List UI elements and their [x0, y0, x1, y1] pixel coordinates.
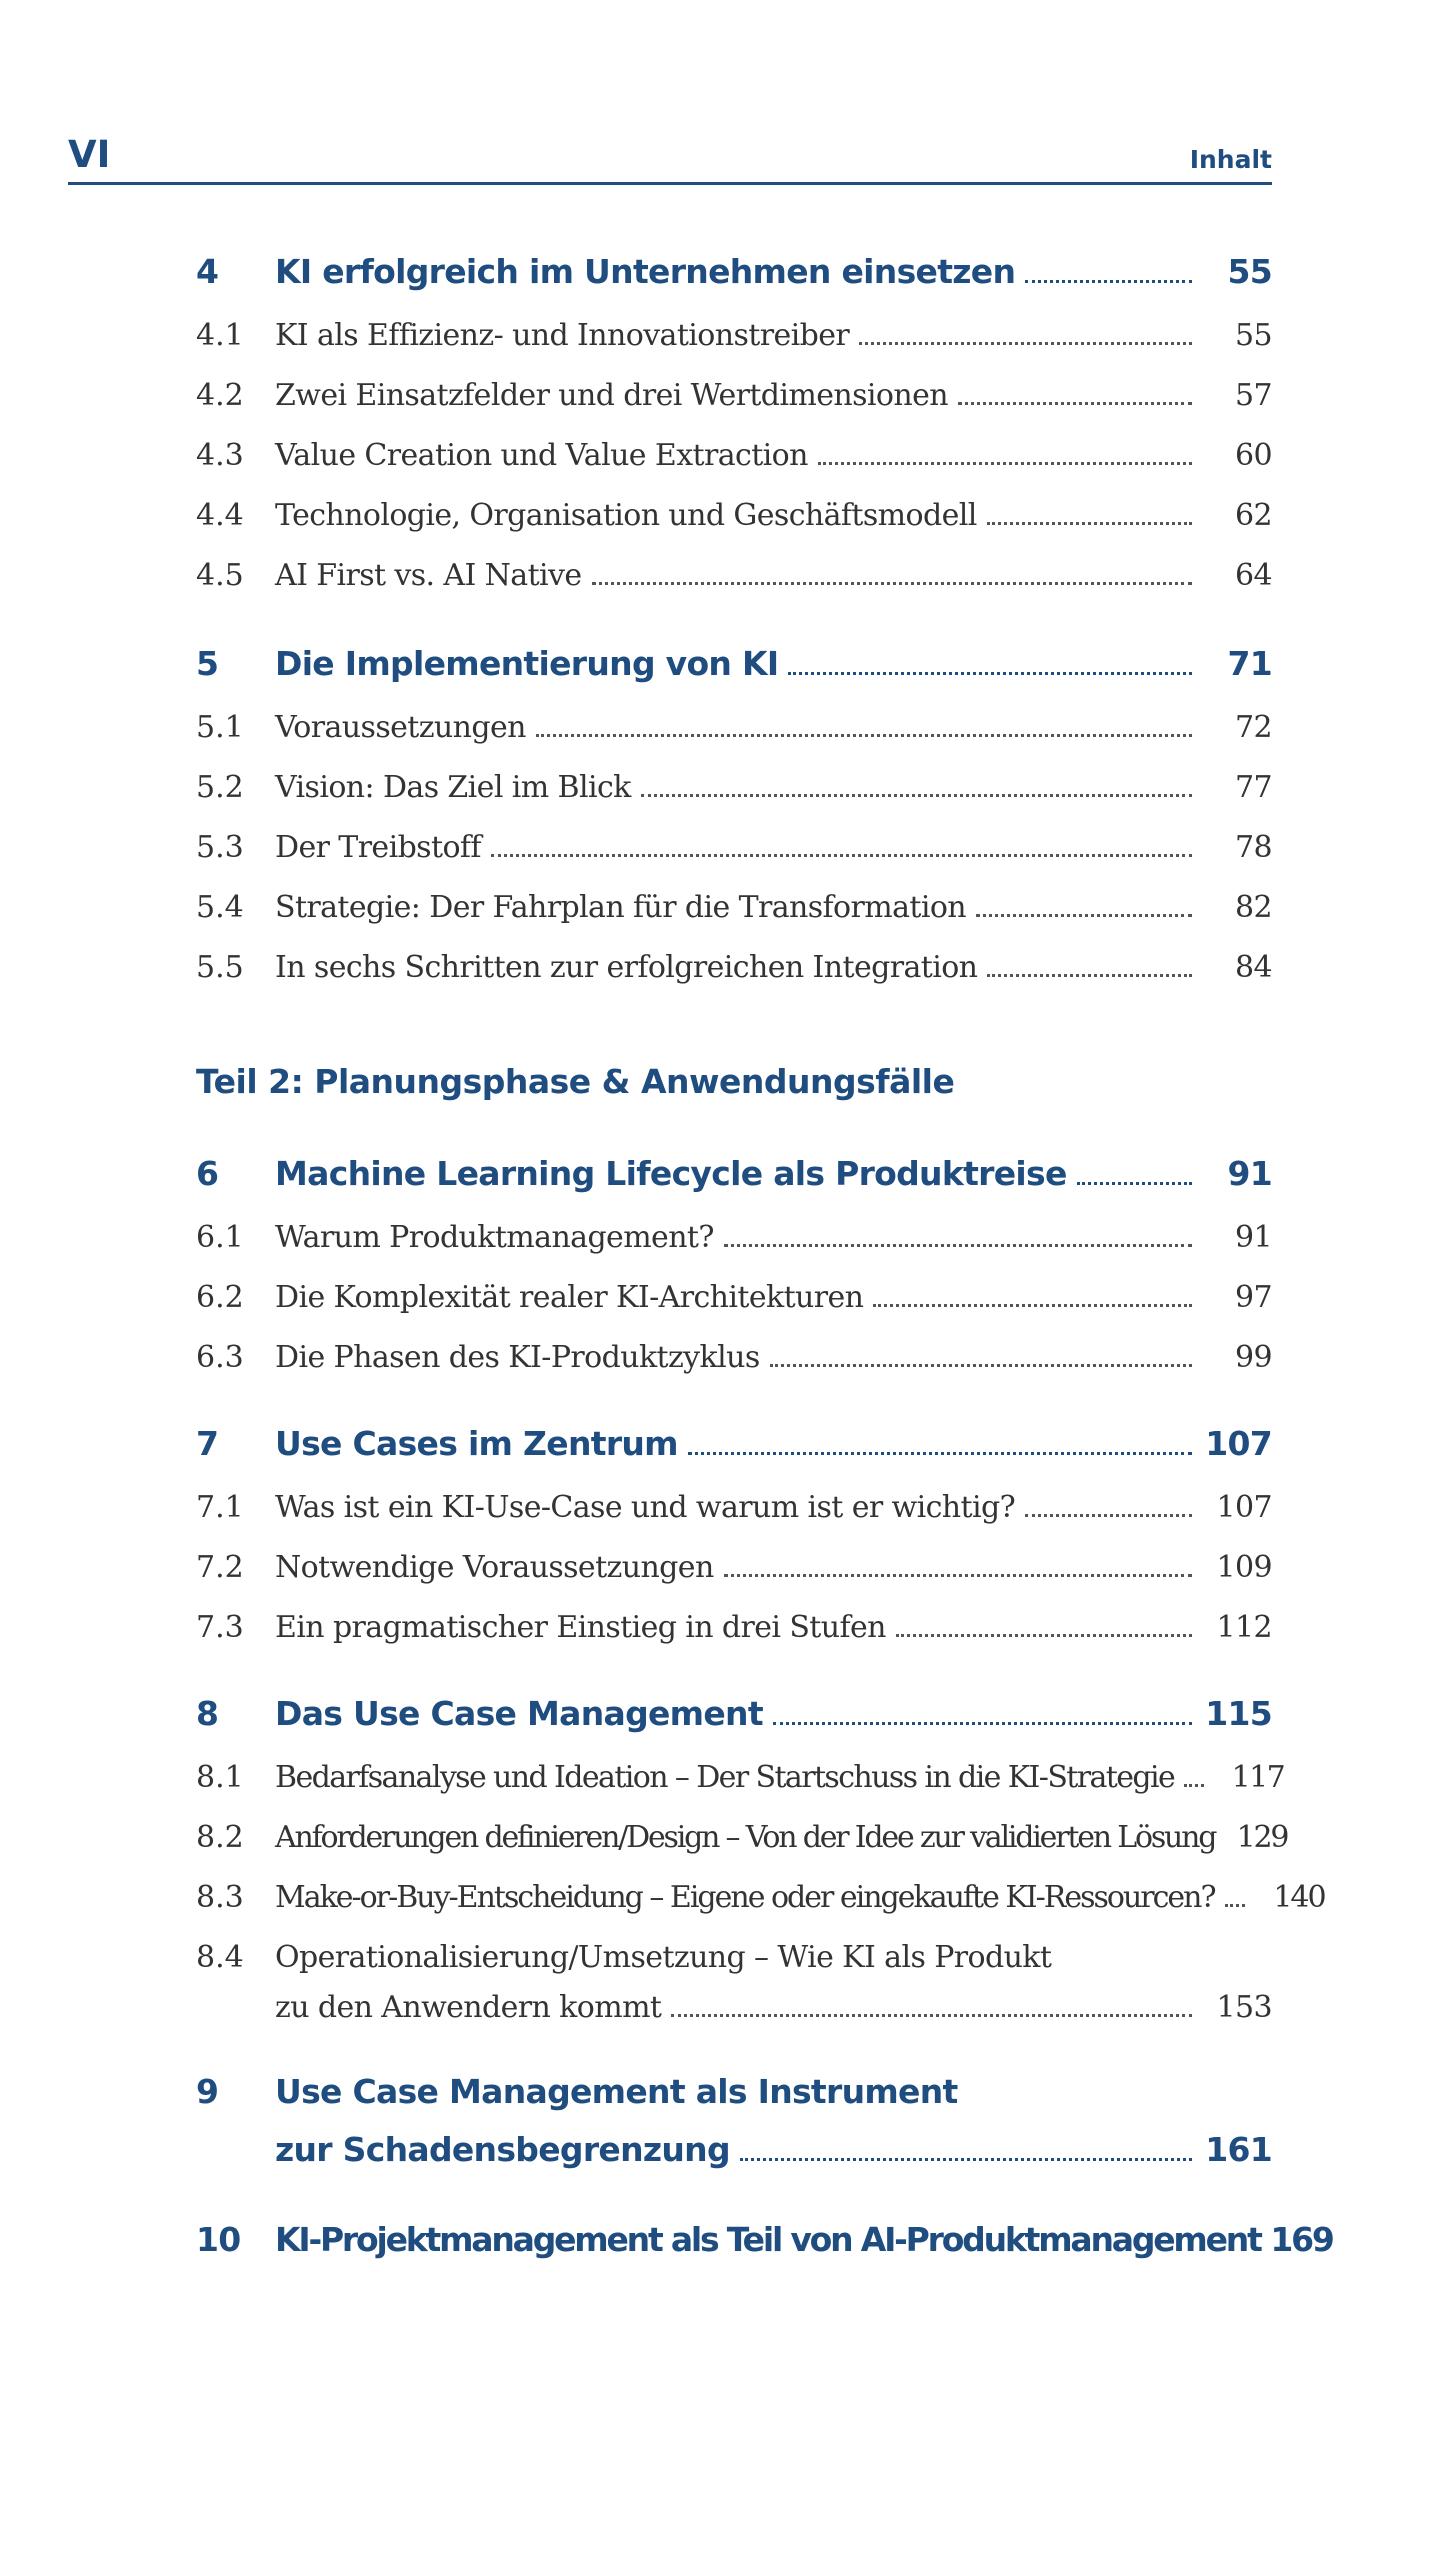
section-number: 5.2	[196, 770, 244, 805]
chapter-page: 107	[1205, 1424, 1272, 1463]
section-page: 117	[1231, 1760, 1285, 1795]
chapter-number: 4	[196, 252, 219, 291]
chapter-title: Das Use Case Management	[275, 1694, 763, 1733]
section-number: 5.4	[196, 890, 244, 925]
section-title: In sechs Schritten zur erfolgreichen Integration	[275, 950, 978, 985]
section-title: Strategie: Der Fahrplan für die Transformation	[275, 890, 967, 925]
dot-leader	[987, 952, 1192, 977]
section-title: Bedarfsanalyse und Ideation – Der Startschuss in die KI-Strategie	[275, 1760, 1175, 1795]
dot-leader	[688, 1428, 1192, 1455]
dot-leader	[724, 1552, 1192, 1577]
part-heading: Teil 2: Planungsphase & Anwendungsfälle	[196, 1062, 955, 1101]
dot-leader	[1077, 1158, 1192, 1185]
section-number: 6.3	[196, 1340, 244, 1375]
section-page: 78	[1235, 830, 1272, 865]
dot-leader	[1025, 1492, 1192, 1517]
dot-leader	[1184, 1762, 1204, 1787]
section-number: 7.1	[196, 1490, 244, 1525]
dot-leader	[987, 500, 1192, 525]
page-number: VI	[68, 133, 111, 176]
section-page: 82	[1235, 890, 1272, 925]
chapter-page: 161	[1205, 2130, 1272, 2169]
section-number: 7.2	[196, 1550, 244, 1585]
dot-leader	[592, 560, 1192, 585]
chapter-title: Use Cases im Zentrum	[275, 1424, 678, 1463]
chapter-title: KI erfolgreich im Unternehmen einsetzen	[275, 252, 1016, 291]
dot-leader	[788, 648, 1192, 675]
section-number: 8.4	[196, 1940, 244, 1975]
dot-leader	[1025, 256, 1192, 283]
section-title: Make-or-Buy-Entscheidung – Eigene oder eingekaufte KI-Ressourcen?	[275, 1880, 1215, 1915]
chapter-number: 10	[196, 2220, 241, 2259]
section-page: 129	[1236, 1820, 1288, 1855]
section-number: 4.4	[196, 498, 244, 533]
section-number: 5.1	[196, 710, 244, 745]
chapter-page: 55	[1227, 252, 1272, 291]
section-number: 8.2	[196, 1820, 244, 1855]
section-title: Die Phasen des KI-Produktzyklus	[275, 1340, 760, 1375]
chapter-title: Machine Learning Lifecycle als Produktreise	[275, 1154, 1067, 1193]
section-number: 5.5	[196, 950, 244, 985]
section-page: 84	[1235, 950, 1272, 985]
section-title: Was ist ein KI-Use-Case und warum ist er wichtig?	[275, 1490, 1016, 1525]
section-title: Vision: Das Ziel im Blick	[275, 770, 631, 805]
section-number: 4.5	[196, 558, 244, 593]
chapter-number: 8	[196, 1694, 219, 1733]
dot-leader	[724, 1222, 1192, 1247]
section-page: 107	[1216, 1490, 1272, 1525]
section-number: 4.2	[196, 378, 244, 413]
chapter-title: KI-Projektmanagement als Teil von AI-Produktmanagement	[275, 2220, 1261, 2259]
chapter-number: 7	[196, 1424, 219, 1463]
dot-leader	[770, 1342, 1192, 1367]
section-page: 57	[1235, 378, 1272, 413]
section-title: Zwei Einsatzfelder und drei Wertdimensionen	[275, 378, 948, 413]
chapter-page: 169	[1270, 2220, 1333, 2259]
section-number: 5.3	[196, 830, 244, 865]
section-number: 4.1	[196, 318, 244, 353]
section-page: 109	[1216, 1550, 1272, 1585]
section-page: 62	[1235, 498, 1272, 533]
dot-leader	[491, 832, 1192, 857]
dot-leader	[1225, 1882, 1245, 1907]
dot-leader	[536, 712, 1192, 737]
section-number: 8.1	[196, 1760, 244, 1795]
section-page: 112	[1216, 1610, 1272, 1645]
section-title: Warum Produktmanagement?	[275, 1220, 714, 1255]
section-title: Value Creation und Value Extraction	[275, 438, 808, 473]
section-number: 8.3	[196, 1880, 244, 1915]
section-title: AI First vs. AI Native	[275, 558, 582, 593]
section-title: Anforderungen definieren/Design – Von der Idee zur validierten Lösung	[275, 1820, 1216, 1855]
section-title: KI als Effizienz- und Innovationstreiber	[275, 318, 850, 353]
toc-chapter[interactable]	[196, 2072, 1272, 2182]
section-title: Ein pragmatischer Einstieg in drei Stufen	[275, 1610, 886, 1645]
section-page: 97	[1235, 1280, 1272, 1315]
running-title: Inhalt	[1189, 145, 1272, 174]
chapter-title: Die Implementierung von KI	[275, 644, 779, 683]
toc-section[interactable]	[196, 1940, 1272, 2040]
chapter-title-line-2: zur Schadensbegrenzung	[275, 2130, 730, 2169]
dot-leader	[671, 1992, 1192, 2017]
section-number: 6.1	[196, 1220, 244, 1255]
chapter-number: 9	[196, 2072, 219, 2111]
chapter-number: 5	[196, 644, 219, 683]
dot-leader	[896, 1612, 1192, 1637]
dot-leader	[641, 772, 1192, 797]
section-title: Der Treibstoff	[275, 830, 481, 865]
chapter-title-line-1: Use Case Management als Instrument	[275, 2072, 958, 2111]
dot-leader	[740, 2134, 1192, 2161]
section-page: 60	[1235, 438, 1272, 473]
dot-leader	[958, 380, 1192, 405]
section-title: Voraussetzungen	[275, 710, 526, 745]
section-page: 72	[1235, 710, 1272, 745]
section-title: Technologie, Organisation und Geschäftsmodell	[275, 498, 977, 533]
section-title-line-1: Operationalisierung/Umsetzung – Wie KI als Produkt	[275, 1940, 1052, 1975]
dot-leader	[976, 892, 1192, 917]
section-page: 55	[1235, 318, 1272, 353]
section-page: 64	[1235, 558, 1272, 593]
section-title-line-2: zu den Anwendern kommt	[275, 1990, 662, 2025]
section-page: 140	[1273, 1880, 1325, 1915]
dot-leader	[818, 440, 1192, 465]
dot-leader	[873, 1282, 1192, 1307]
chapter-page: 71	[1227, 644, 1272, 683]
dot-leader	[859, 320, 1192, 345]
section-page: 153	[1216, 1990, 1272, 2025]
section-page: 91	[1235, 1220, 1272, 1255]
chapter-page: 115	[1205, 1694, 1272, 1733]
section-page: 99	[1235, 1340, 1272, 1375]
section-number: 6.2	[196, 1280, 244, 1315]
dot-leader	[773, 1698, 1192, 1725]
chapter-page: 91	[1227, 1154, 1272, 1193]
section-title: Notwendige Voraussetzungen	[275, 1550, 714, 1585]
chapter-number: 6	[196, 1154, 219, 1193]
section-number: 7.3	[196, 1610, 244, 1645]
section-title: Die Komplexität realer KI-Architekturen	[275, 1280, 864, 1315]
section-number: 4.3	[196, 438, 244, 473]
section-page: 77	[1235, 770, 1272, 805]
running-head	[68, 118, 1272, 185]
